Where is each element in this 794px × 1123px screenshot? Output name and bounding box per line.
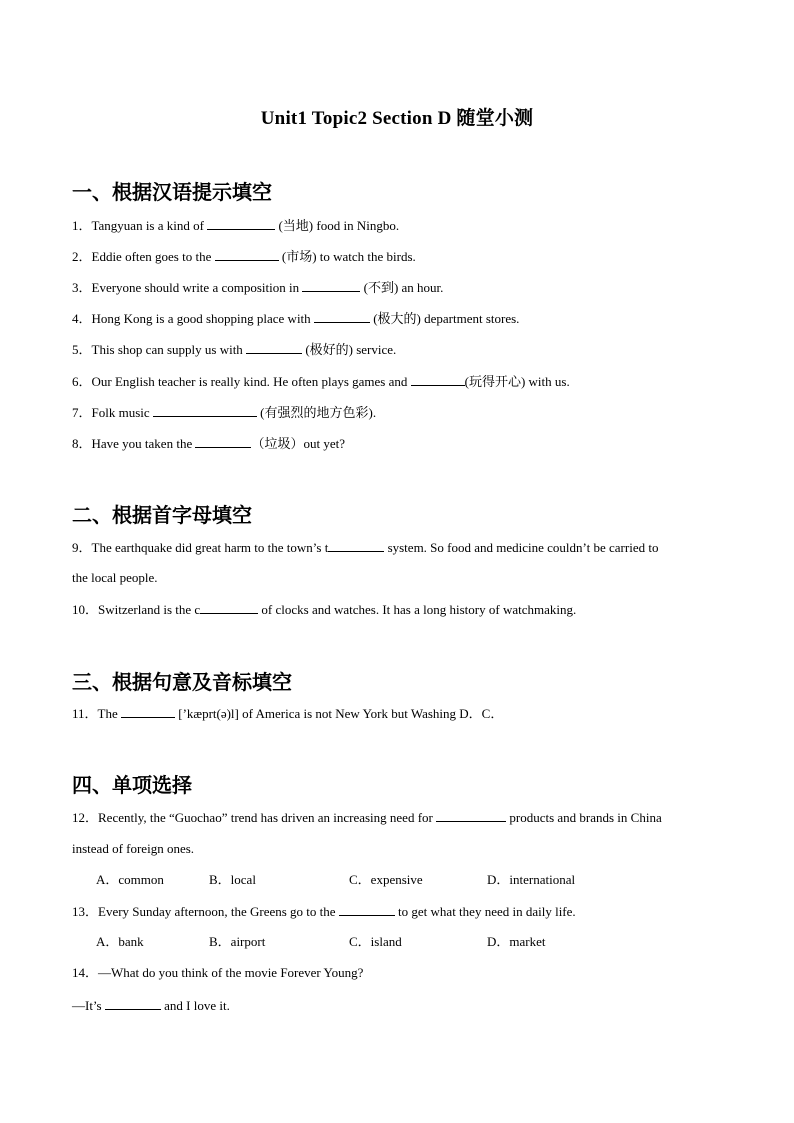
question-3: 3．Everyone should write a composition in (不到) an hour.	[72, 280, 444, 295]
answer-blank[interactable]	[314, 310, 370, 323]
question-2: 2．Eddie often goes to the (市场) to watch the birds.	[72, 249, 416, 264]
page-title: Unit1 Topic2 Section D 随堂小测	[260, 108, 534, 129]
answer-blank[interactable]	[246, 341, 302, 354]
question-9-continued: the local people.	[72, 570, 158, 585]
section-heading-3: 三、根据句意及音标填空	[72, 670, 292, 694]
question-13: 13．Every Sunday afternoon, the Greens go to the to get what they need in daily life.	[72, 904, 576, 919]
question-4: 4．Hong Kong is a good shopping place with (极大的) department stores.	[72, 311, 520, 326]
question-12-continued: instead of foreign ones.	[72, 841, 195, 856]
answer-blank[interactable]	[411, 373, 465, 386]
q12-option-d[interactable]: D．international	[487, 872, 576, 887]
answer-blank[interactable]	[328, 539, 384, 552]
q12-option-b[interactable]: B．local	[209, 872, 256, 887]
section-heading-4: 四、单项选择	[72, 773, 192, 797]
answer-blank[interactable]	[195, 435, 251, 448]
answer-blank[interactable]	[121, 705, 175, 718]
question-9: 9．The earthquake did great harm to the town’s t system. So food and medicine couldn’t be carried to	[72, 540, 659, 555]
question-10: 10．Switzerland is the c of clocks and watches. It has a long history of watchmaking.	[72, 602, 577, 617]
answer-blank[interactable]	[200, 601, 258, 614]
answer-blank[interactable]	[105, 997, 161, 1010]
section-heading-1: 一、根据汉语提示填空	[72, 180, 272, 204]
q13-option-a[interactable]: A．bank	[96, 934, 144, 949]
q12-option-a[interactable]: A．common	[96, 872, 164, 887]
q13-option-d[interactable]: D．market	[487, 934, 546, 949]
question-12: 12．Recently, the “Guochao” trend has driven an increasing need for products and brands in China	[72, 810, 662, 825]
question-6: 6．Our English teacher is really kind. He often plays games and (玩得开心) with us.	[72, 374, 570, 389]
answer-blank[interactable]	[302, 279, 360, 292]
question-11: 11．The [’kæprt(ə)l] of America is not New York but Washing D．C．	[72, 706, 504, 721]
answer-blank[interactable]	[215, 248, 279, 261]
answer-blank[interactable]	[436, 809, 506, 822]
question-5: 5．This shop can supply us with (极好的) service.	[72, 342, 397, 357]
answer-blank[interactable]	[207, 217, 275, 230]
section-heading-2: 二、根据首字母填空	[72, 503, 252, 527]
q13-option-c[interactable]: C．island	[349, 934, 402, 949]
question-1: 1．Tangyuan is a kind of (当地) food in Ningbo.	[72, 218, 400, 233]
question-14: 14．—What do you think of the movie Forever Young?	[72, 965, 364, 980]
answer-blank[interactable]	[153, 404, 257, 417]
question-8: 8．Have you taken the （垃圾）out yet?	[72, 436, 345, 451]
answer-blank[interactable]	[339, 903, 395, 916]
question-14-answer-line: —It’s and I love it.	[72, 998, 230, 1013]
question-7: 7．Folk music (有强烈的地方色彩).	[72, 405, 377, 420]
q12-option-c[interactable]: C．expensive	[349, 872, 423, 887]
q13-option-b[interactable]: B．airport	[209, 934, 266, 949]
